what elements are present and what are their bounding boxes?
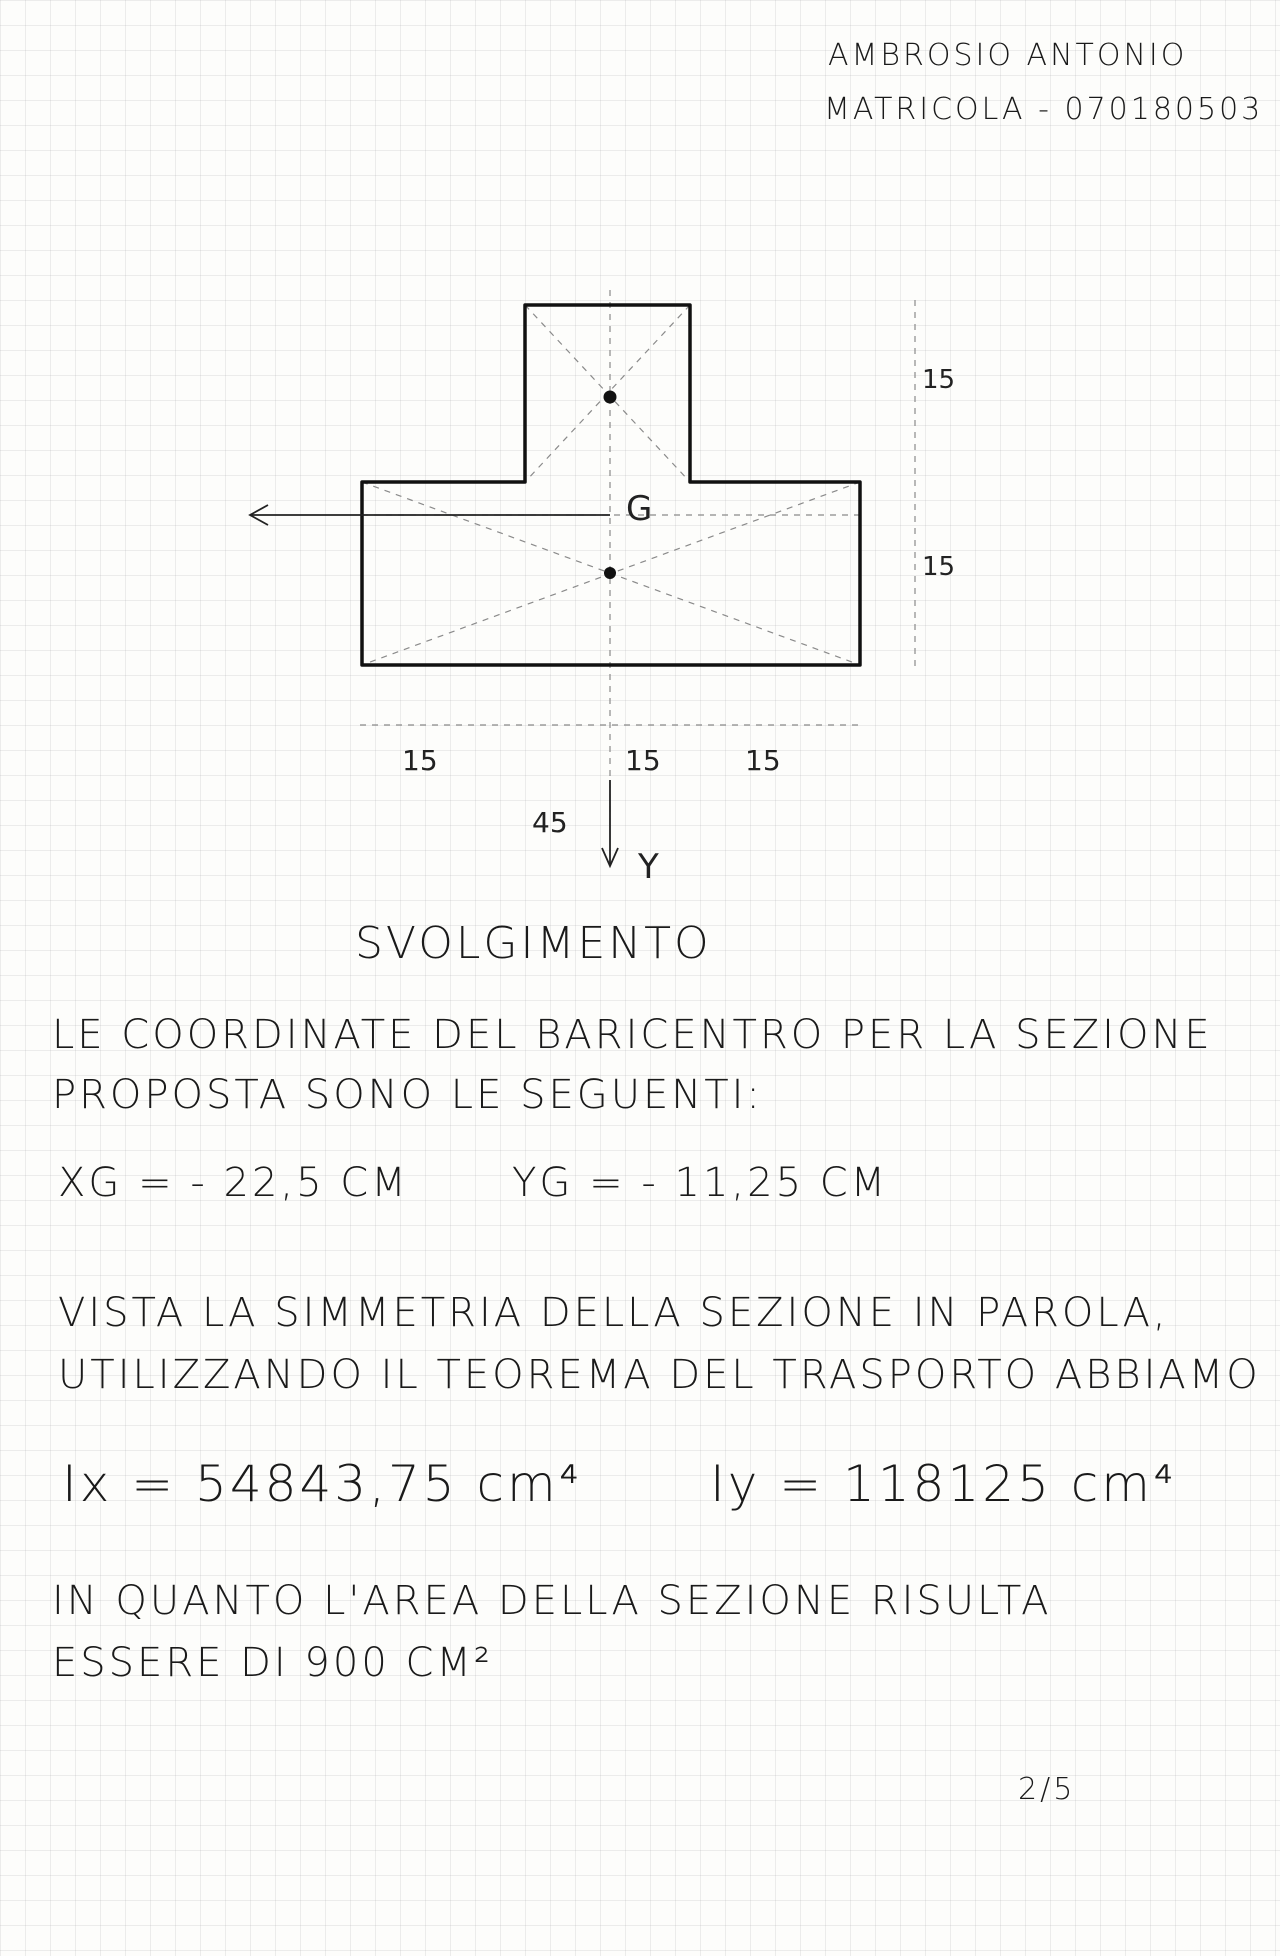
centroid-y: YG = - 11,25 CM bbox=[512, 1160, 889, 1206]
page-number: 2/5 bbox=[1018, 1772, 1076, 1807]
area-line-1: IN QUANTO L'AREA DELLA SEZIONE RISULTA bbox=[52, 1578, 1052, 1624]
intro-line-1: LE COORDINATE DEL BARICENTRO PER LA SEZIONE bbox=[52, 1012, 1213, 1058]
moment-of-inertia-y: Iy = 118125 cm⁴ bbox=[710, 1455, 1177, 1513]
matricola-line: MATRICOLA - 070180503 bbox=[824, 92, 1264, 127]
x-axis-arrow bbox=[250, 505, 610, 525]
section-title: SVOLGIMENTO bbox=[355, 918, 712, 969]
centroid-x: XG = - 22,5 CM bbox=[58, 1160, 409, 1206]
y-axis-arrow bbox=[602, 780, 618, 866]
symmetry-line-2: UTILIZZANDO IL TEOREMA DEL TRASPORTO ABBIAMO bbox=[58, 1352, 1261, 1398]
t-section-outline bbox=[362, 305, 860, 665]
area-line-2: ESSERE DI 900 CM² bbox=[52, 1640, 493, 1686]
author-name: AMBROSIO ANTONIO bbox=[828, 38, 1188, 73]
y-axis-label: Y bbox=[638, 847, 659, 887]
intro-line-2: PROPOSTA SONO LE SEGUENTI: bbox=[52, 1072, 763, 1118]
dimension-bottom-mid: 15 bbox=[625, 744, 661, 777]
dimension-bottom-left: 15 bbox=[402, 744, 438, 777]
construction-lines bbox=[360, 290, 915, 820]
web-centroid-dot bbox=[604, 567, 616, 579]
dimension-total: 45 bbox=[532, 806, 568, 839]
dimension-bottom-right: 15 bbox=[745, 744, 781, 777]
symmetry-line-1: VISTA LA SIMMETRIA DELLA SEZIONE IN PAROLA, bbox=[58, 1290, 1169, 1336]
dimension-side: 15 bbox=[922, 552, 956, 582]
dimension-top: 15 bbox=[922, 365, 956, 395]
centroid-label: G bbox=[626, 489, 653, 529]
moment-of-inertia-x: Ix = 54843,75 cm⁴ bbox=[62, 1455, 582, 1513]
t-section-diagram bbox=[0, 0, 1280, 900]
flange-centroid-dot bbox=[604, 391, 617, 404]
